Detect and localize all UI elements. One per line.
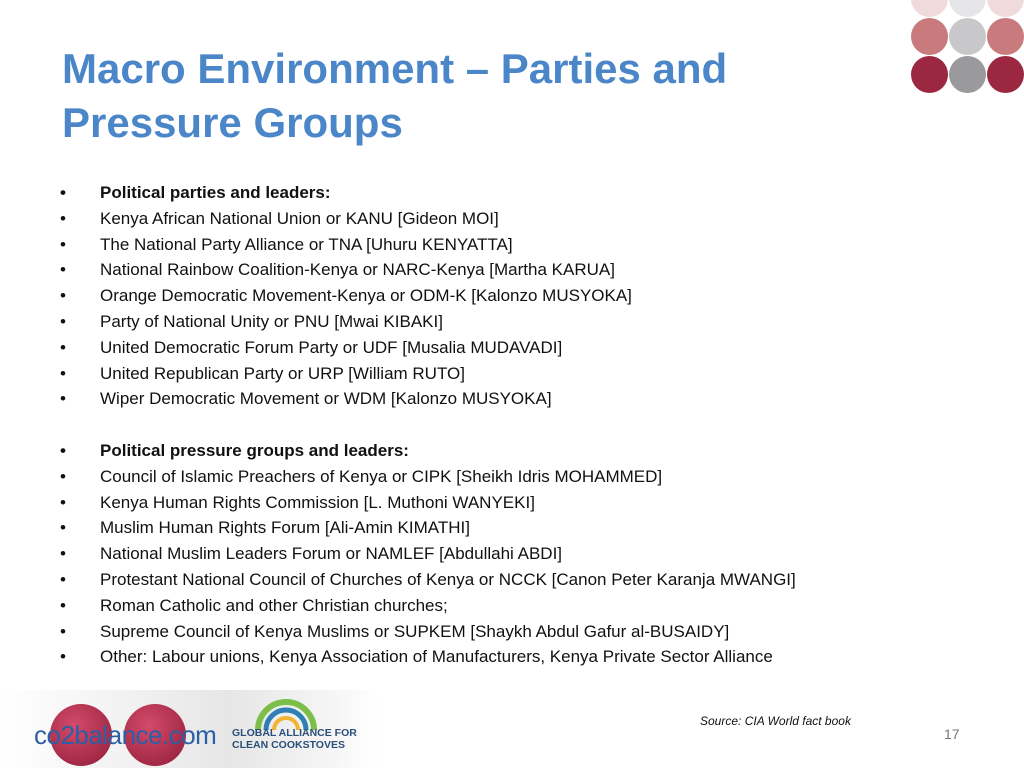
decor-circle: [911, 56, 948, 93]
list-item: [58, 283, 796, 309]
bullet-icon: •: [60, 337, 66, 357]
list-item: [58, 257, 796, 283]
decor-circle: [949, 0, 986, 17]
bullet-icon: •: [60, 569, 66, 589]
party-text: Kenya African National Union or KANU [Gideon MOI]: [100, 208, 499, 228]
group-text: Council of Islamic Preachers of Kenya or CIPK [Sheikh Idris MOHAMMED]: [100, 466, 663, 486]
pressure-groups-heading: [58, 438, 796, 464]
gacc-line1: GLOBAL ALLIANCE FOR: [232, 727, 357, 739]
party-text: Orange Democratic Movement-Kenya or ODM-K [Kalonzo MUSYOKA]: [100, 286, 632, 306]
bullet-icon: •: [60, 183, 66, 202]
group-text: Kenya Human Rights Commission [L. Muthoni WANYEKI]: [100, 492, 535, 512]
group-text: Muslim Human Rights Forum [Ali-Amin KIMATHI]: [100, 518, 470, 538]
group-text: Supreme Council of Kenya Muslims or SUPKEM [Shaykh Abdul Gafur al-BUSAIDY]: [100, 621, 730, 641]
list-item: [58, 541, 796, 567]
party-text: National Rainbow Coalition-Kenya or NARC-Kenya [Martha KARUA]: [100, 260, 615, 280]
list-item: [58, 335, 796, 361]
content-list: [58, 180, 796, 670]
list-item: [58, 464, 796, 490]
bullet-icon: •: [60, 518, 66, 538]
bullet-icon: •: [60, 311, 66, 331]
parties-heading: [58, 180, 796, 206]
pressure-groups-heading-text: Political pressure groups and leaders:: [100, 440, 409, 460]
parties-heading-text: Political parties and leaders:: [100, 183, 331, 202]
bullet-icon: •: [60, 208, 66, 228]
decor-circle: [987, 18, 1024, 55]
decor-circle: [911, 18, 948, 55]
decor-circle: [987, 56, 1024, 93]
group-text: Roman Catholic and other Christian churches;: [100, 595, 448, 615]
list-item: [58, 232, 796, 258]
party-text: United Republican Party or URP [William RUTO]: [100, 363, 465, 383]
list-item: [58, 386, 796, 412]
bullet-icon: •: [60, 595, 66, 615]
bullet-icon: •: [60, 466, 66, 486]
bullet-icon: •: [60, 647, 66, 667]
bullet-icon: •: [60, 440, 66, 460]
bullet-icon: •: [60, 621, 66, 641]
party-text: The National Party Alliance or TNA [Uhuru KENYATTA]: [100, 234, 513, 254]
list-item: [58, 515, 796, 541]
decor-circle: [911, 0, 948, 17]
bullet-icon: •: [60, 544, 66, 564]
list-item: [58, 490, 796, 516]
gacc-logo-text: [232, 727, 357, 751]
co2balance-logo-text: co2balance.com: [34, 720, 217, 750]
list-item: [58, 619, 796, 645]
bullet-icon: •: [60, 492, 66, 512]
bullet-icon: •: [60, 286, 66, 306]
group-text: Other: Labour unions, Kenya Association of Manufacturers, Kenya Private Sector Alliance: [100, 647, 773, 667]
gacc-line2: CLEAN COOKSTOVES: [232, 739, 345, 751]
list-item: [58, 644, 796, 670]
list-item: [58, 593, 796, 619]
bullet-icon: •: [60, 260, 66, 280]
decor-circle: [949, 18, 986, 55]
list-item: [58, 361, 796, 387]
decor-circle: [987, 0, 1024, 17]
page-number: 17: [944, 726, 960, 742]
slide-title: Macro Environment – Parties and Pressure Groups: [62, 45, 728, 146]
party-text: Wiper Democratic Movement or WDM [Kalonzo MUSYOKA]: [100, 389, 552, 409]
party-text: Party of National Unity or PNU [Mwai KIBAKI]: [100, 311, 443, 331]
decor-circle: [949, 56, 986, 93]
bullet-icon: •: [60, 389, 66, 409]
list-item: [58, 567, 796, 593]
group-text: National Muslim Leaders Forum or NAMLEF [Abdullahi ABDI]: [100, 544, 563, 564]
bullet-icon: •: [60, 234, 66, 254]
list-item: [58, 309, 796, 335]
bullet-icon: •: [60, 363, 66, 383]
source-caption: Source: CIA World fact book: [700, 714, 851, 728]
list-spacer: [58, 412, 796, 438]
party-text: United Democratic Forum Party or UDF [Musalia MUDAVADI]: [100, 337, 563, 357]
list-item: [58, 206, 796, 232]
decorative-circles: [911, 0, 1024, 94]
group-text: Protestant National Council of Churches of Kenya or NCCK [Canon Peter Karanja MWANGI]: [100, 569, 796, 589]
